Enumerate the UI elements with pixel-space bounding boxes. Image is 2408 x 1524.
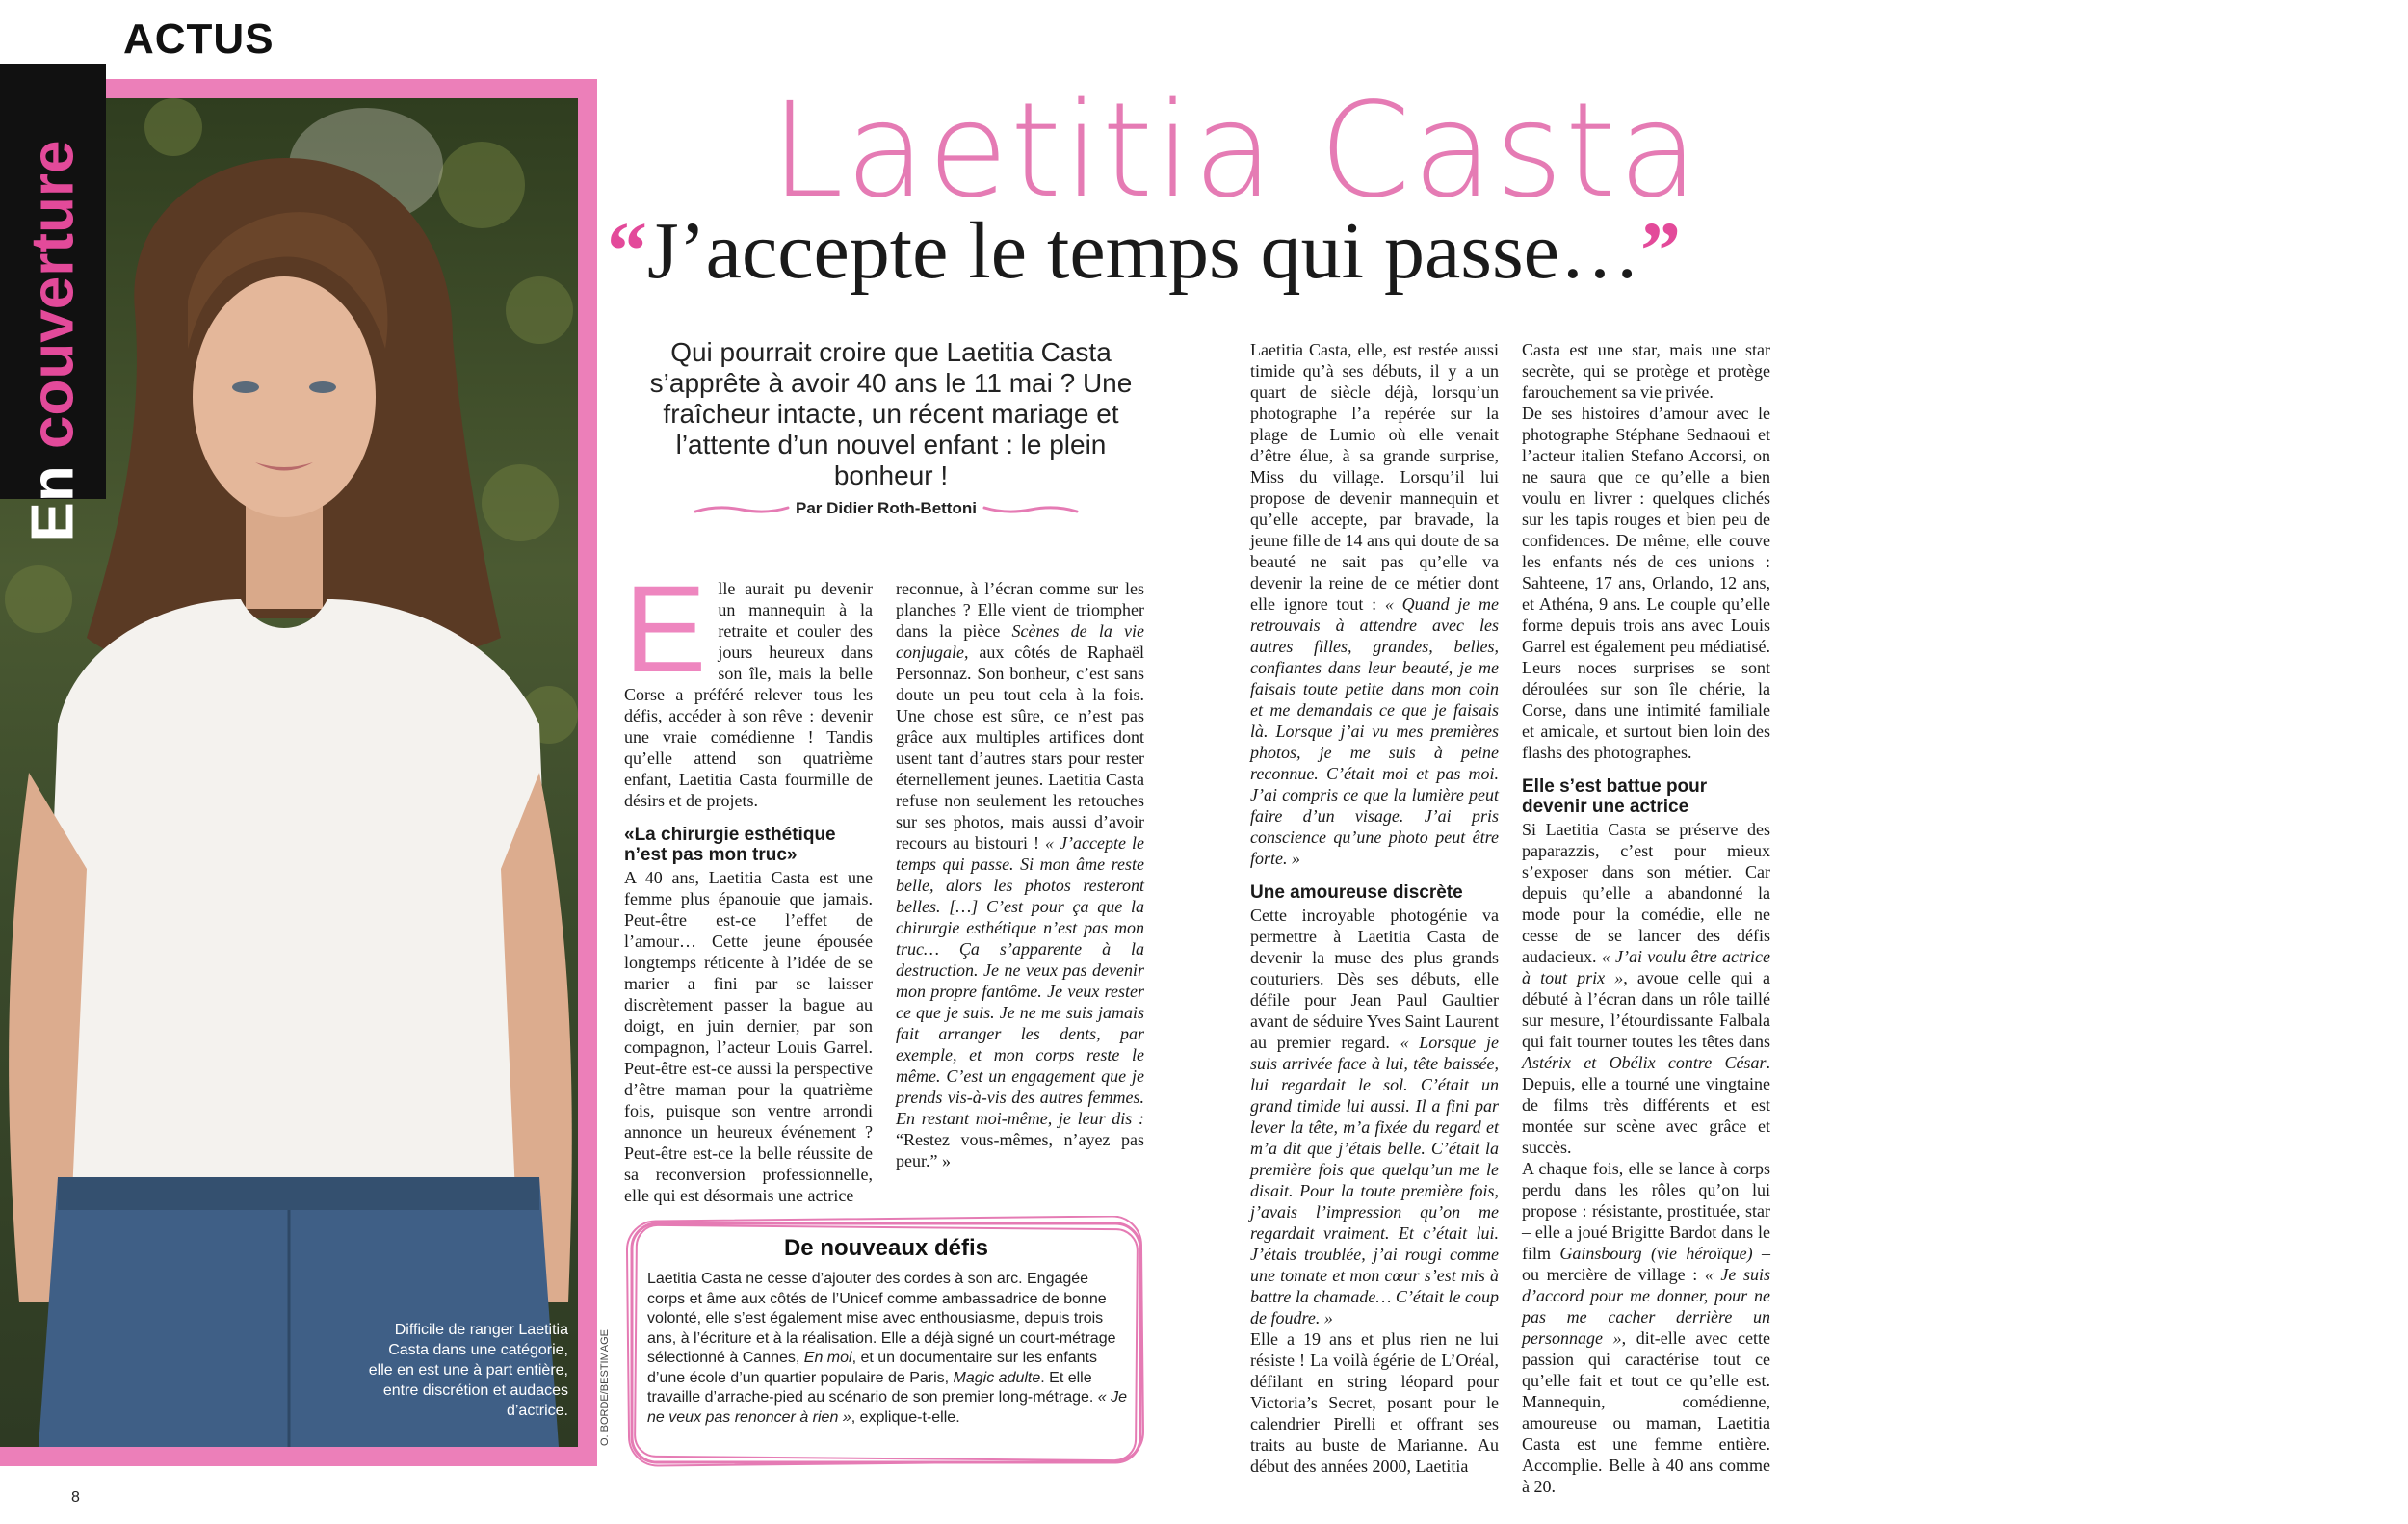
text: “Restez vous-mêmes, n’ayez pas peur.” » — [896, 1130, 1144, 1170]
article-column-2 — [896, 578, 1144, 1171]
article-column-3 — [1250, 339, 1499, 1477]
text: reconnue, à l’écran comme sur les planches ? Elle vient de triompher dans la pièce — [896, 579, 1144, 641]
inset-box — [626, 1216, 1146, 1468]
side-tab-word-en: En — [19, 465, 87, 542]
paragraph — [1250, 339, 1499, 869]
paragraph: De ses histoires d’amour avec le photographe Stéphane Sednaoui et l’acteur italien Stefano Accorsi, on ne saura que ce qu’elle a bien voulu en livrer : quelques clichés sur les tapis rouges et bien peu de confidences. De même, elle couve les enfants nés de ces unions : Sahteene, 17 ans, Orlando, 12 ans, et Athéna, 9 ans. Le couple qu’elle forme depuis trois ans avec Louis Garrel est également peu médiatisé. Leurs noces surprises se sont déroulées sur son île chérie, la Corse, dans une intimité familiale et amicale, et surtout bien loin des flashs des photographes. — [1522, 404, 1770, 762]
article-column-1 — [624, 561, 873, 1206]
quote: « Je suis d’accord pour me donner, pour ne pas me cacher derrière un personnage » — [1522, 1265, 1770, 1348]
intro-text: Qui pourrait croire que Laetitia Casta s’apprête à avoir 40 ans le 11 mai ? Une fraîcheur intacte, un récent mariage et l’attente d’un nouvel enfant : le plein bonheur ! — [649, 337, 1133, 490]
inset-box-title: De nouveaux défis — [783, 1235, 989, 1261]
side-tab-text — [19, 141, 88, 542]
article-column-4 — [1522, 339, 1770, 1497]
quote: « J’accepte le temps qui passe. Si mon âme reste belle, alors les photos resteront belles. […] C’est pour ça que la chirurgie esthétique n’est pas mon truc… Ça s’apparente à la destruction. Je ne veux pas devenir mon propre fantôme. Je veux rester ce que je suis. Je ne me suis jamais fait arranger les dents, par exemple, et mon corps reste le même. C’est un engagement que je prends vis-à-vis des autres femmes. En restant moi-même, je leur dis : — [896, 833, 1144, 1128]
page-number: 8 — [71, 1489, 80, 1506]
paragraph — [624, 561, 873, 811]
text: . Et elle travaille d’arrache-pied au scénario de son premier long-métrage. — [647, 1369, 1098, 1406]
text: . Depuis, elle a tourné une vingtaine de films très différents et est montée sur scène avec grâce et succès. — [1522, 1053, 1770, 1157]
text: – ou mercière de village : — [1522, 1244, 1770, 1284]
paragraph: Casta est une star, mais une star secrète, qui se protège et protège farouchement sa vie privée. — [1522, 340, 1770, 402]
side-tab — [0, 64, 106, 542]
text: Si Laetitia Casta se préserve des paparazzis, c’est pour mieux s’exposer dans son métier. Car depuis qu’elle a abandonné la mode pour la comédie, elle ne cesse de se lancer des défis audacieux. — [1522, 820, 1770, 966]
quote: « J’ai voulu être actrice à tout prix » — [1522, 947, 1770, 987]
film-title: Gainsbourg (vie héroïque) — [1559, 1244, 1753, 1263]
paragraph-text: lle aurait pu devenir un mannequin à la retraite et couler des jours heureux dans son île, mais la belle Corse a préféré relever tous les défis, accéder à son rêve : devenir une vraie comédienne ! Tandis qu’elle attend son quatrième enfant, Laetitia Casta fourmille de désirs et de projets. — [624, 579, 873, 810]
paragraph — [1522, 819, 1770, 1158]
text: , dit-elle avec cette passion qui caractérise tout ce qu’elle fait et tout ce qu’elle est. Mannequin, comédienne, amoureuse ou maman, Laetitia Casta est une femme entière. Accomplie. Belle à 40 ans comme à 20. — [1522, 1328, 1770, 1496]
text: A chaque fois, elle se lance à corps perdu dans les rôles qu’on lui propose : résistante, prostituée, star – elle a joué Brigitte Bardot dans le film — [1522, 1159, 1770, 1263]
paragraph: A 40 ans, Laetitia Casta est une femme plus épanouie que jamais. Peut-être est-ce l’effet de l’amour… Cette jeune épousée longtemps réticente à l’idée de se marier a fini par se laisser discrètement passer la bague au doigt, en juin dernier, par son compagnon, l’acteur Louis Garrel. Peut-être est-ce aussi la perspective d’être maman pour la quatrième fois, puisque son ventre arrondi annonce un heureux événement ? Peut-être est-ce la belle réussite de sa reconversion professionnelle, elle qui est désormais une actrice — [624, 868, 873, 1205]
section-label: ACTUS — [123, 15, 275, 63]
text: Cette incroyable photogénie va permettre à Laetitia Casta de devenir la muse des plus grands couturiers. Dès ses débuts, elle défile pour Jean Paul Gaultier avant de séduire Yves Saint Laurent au premier regard. — [1250, 906, 1499, 1052]
paragraph — [1522, 1158, 1770, 1497]
side-tab-word-couverture: couverture — [19, 140, 87, 449]
photo-caption: Difficile de ranger Laetitia Casta dans une catégorie, elle en est une à part entière, entre discrétion et audaces d’actrice. — [368, 1322, 568, 1419]
film-title: Astérix et Obélix contre César — [1522, 1053, 1767, 1072]
headline-quote — [607, 204, 1681, 298]
text: , et un documentaire sur les enfants d’une école d’un quartier populaire de Paris, — [647, 1350, 1097, 1386]
text: , explique-t-elle. — [851, 1408, 960, 1426]
headline-name: Laetitia Casta — [771, 75, 1701, 227]
photo-credit: O. BORDE/BESTIMAGE — [599, 1329, 611, 1447]
byline-wave-right — [982, 503, 1079, 516]
subheading-amoureuse: Une amoureuse discrète — [1250, 882, 1463, 903]
quote: « Quand je me retrouvais à attendre avec les autres filles, grandes, belles, confiantes dans leur beauté, je me faisais toute petite dans mon coin et me demandais ce que je faisais là. Lorsque j’ai vu mes premières photos, je me suis à peine reconnue. C’était moi et pas moi. J’ai compris ce que la lumière peut faire d’un visage. J’ai pris conscience qu’une photo peut être forte. » — [1250, 594, 1499, 868]
byline: Par Didier Roth-Bettoni — [796, 499, 977, 517]
open-quote-mark: “ — [607, 206, 647, 296]
subheading-chirurgie: «La chirurgie esthétique n’est pas mon truc» — [624, 825, 836, 865]
subheading-actrice: Elle s’est battue pour devenir une actrice — [1522, 776, 1708, 817]
text: , avoue celle qui a débuté à l’écran dans un rôle taillé sur mesure, l’étourdissante Falbala qui fait tourner toutes les têtes dans — [1522, 968, 1770, 1051]
text: Laetitia Casta, elle, est restée aussi timide qu’à ses débuts, il y a un quart de siècle déjà, lorsqu’un photographe l’a repérée sur la plage de Lumio où elle venait d’être élue, à sa grande surprise, Miss du village. Lorsqu’il lui propose de devenir mannequin et qu’elle accepte, par bravade, la jeune fille de 14 ans qui doute de sa beauté ne sait pas qu’elle va devenir la reine de ce métier dont elle ignore tout : — [1250, 340, 1499, 614]
paragraph — [896, 578, 1144, 1171]
close-quote-mark: ” — [1639, 206, 1681, 296]
drop-cap: E — [624, 561, 707, 698]
inset-box-body — [647, 1270, 1129, 1428]
play-title: Scènes de la vie conjugale — [896, 621, 1144, 662]
paragraph: Elle a 19 ans et plus rien ne lui résiste ! La voilà égérie de L’Oréal, défilant en string léopard pour Victoria’s Secret, posant pour le calendrier Pirelli et offrant ses traits au buste de Marianne. Au début des années 2000, Laetitia — [1250, 1329, 1499, 1476]
text: , aux côtés de Raphaël Personnaz. Son bonheur, c’est sans doute un peu tout cela à la fois. Une chose est sûre, ce n’est pas grâce aux multiples artifices dont usent tant d’autres stars pour rester éternellement jeunes. Laetitia Casta refuse non seulement les retouches sur ses photos, mais aussi d’avoir recours au bistouri ! — [896, 643, 1144, 853]
headline-quote-text: J’accepte le temps qui passe… — [647, 206, 1640, 296]
film-title: Magic adulte — [953, 1369, 1041, 1386]
paragraph — [1250, 905, 1499, 1328]
quote: « Lorsque je suis arrivée face à lui, tête baissée, lui regardait le sol. C’était un grand timide lui aussi. Il a fini par lever la tête, m’a fixée du regard et m’a dit que j’étais belle. C’était la première fois que quelqu’un me le disait. Pour la toute première fois, j’avais l’impression qu’on me regardait vraiment. Et c’était lui. J’étais troublée, j’ai rougi comme une tomate et mon cœur s’est mis à battre la chamade… C’était le coup de foudre. » — [1250, 1033, 1499, 1327]
text: Laetitia Casta ne cesse d’ajouter des cordes à son arc. Engagée corps et âme aux côtés de l’Unicef comme ambassadrice de bonne volonté, elle s’est également mise avec enthousiasme, depuis trois ans, à l’écriture et à la réalisation. Elle a déjà signé un court-métrage sélectionné à Cannes, — [647, 1271, 1116, 1366]
quote: « Je ne veux pas renoncer à rien » — [647, 1389, 1128, 1426]
film-title: En moi — [803, 1350, 852, 1366]
